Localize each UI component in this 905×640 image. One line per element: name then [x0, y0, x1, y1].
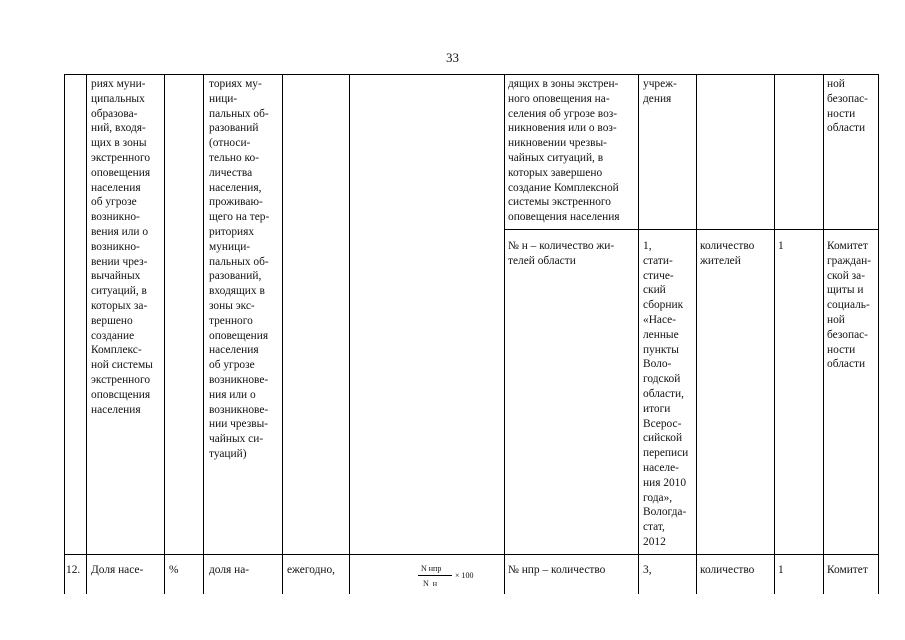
source-description-cell: 1, стати- стиче- ский сборник «Насе- ленные пункты Воло- годской области, итоги Всерос- сийской переписи населе- ния 2010 года», Вологда- стат, 2012: [643, 240, 689, 548]
row-12-unit: %: [169, 564, 179, 576]
indicator-name-cell: риях муни- ципальных образова- ний, входя- щих в зоны экстренного оповещения населения об угрозе возникно- вения или о возникно- вении чрез- вычайных ситуаций, в которых за- вершено создание Комплекс- ной системы экстренного оповсщения населения: [91, 78, 153, 416]
row-12-name: Доля насе-: [91, 564, 144, 576]
table-top-border: [64, 74, 878, 75]
col-border-6: [504, 74, 505, 594]
col-border-2: [164, 74, 165, 594]
row-12-method: количество: [700, 564, 755, 576]
col-border-10: [823, 74, 824, 594]
formula-numerator: N нпр: [421, 564, 442, 573]
row-12-number: 12.: [66, 564, 81, 576]
col-border-3: [203, 74, 204, 594]
responsible-sub-cell: Комитет граждан- ской за- щиты и социаль- ной безопас- ности области: [827, 240, 872, 371]
indicator-definition-cell: ториях му- ници- пальных об- разований (относи- тельно ко- личества населения, проживаю- щего на тер- риториях муници- пальных об- разований, входящих в зоны экс- тренного оповещения населения об угрозе возникнове- ния или о возникнове- нии чрезвы- чайных си- туаций): [209, 78, 270, 460]
row-12-top-border: [64, 554, 878, 555]
row-12-indicators: № нпр – количество: [508, 564, 606, 576]
variable-description-cell: № н – количество жи- телей области: [508, 240, 615, 267]
formula-denominator: N н: [423, 579, 438, 588]
page-number: 33: [446, 50, 459, 65]
subrow-border: [504, 229, 878, 230]
col-border-9: [774, 74, 775, 594]
col-border-5: [349, 74, 350, 594]
row-12-responsible: Комитет: [827, 564, 868, 576]
row-12-source: 3,: [643, 564, 652, 576]
formula-multiplier: × 100: [455, 571, 474, 580]
col10-cell: 1: [778, 240, 784, 252]
col-border-1: [86, 74, 87, 594]
responsible-cell: ной безопас- ности области: [827, 78, 868, 135]
col-border-4: [282, 74, 283, 594]
row-12-definition: доля на-: [209, 564, 250, 576]
col-border-7: [638, 74, 639, 594]
col-border-11: [878, 74, 879, 594]
row-12-col10: 1: [778, 564, 784, 576]
indicator-variables-cell: дящих в зоны экстрен- ного оповещения на- селения об угрозе воз- никновения или о воз- никновении чрезвы- чайных ситуаций, в которых завершено создание Комплексной системы экстренного оповещения населения: [508, 78, 620, 224]
source-cell: учреж- дения: [643, 78, 677, 105]
row-12-frequency: ежегодно,: [287, 564, 336, 576]
col-border-0: [64, 74, 65, 594]
formula-fraction-bar: [418, 575, 452, 576]
col-border-8: [696, 74, 697, 594]
method-cell: количество жителей: [700, 240, 755, 267]
